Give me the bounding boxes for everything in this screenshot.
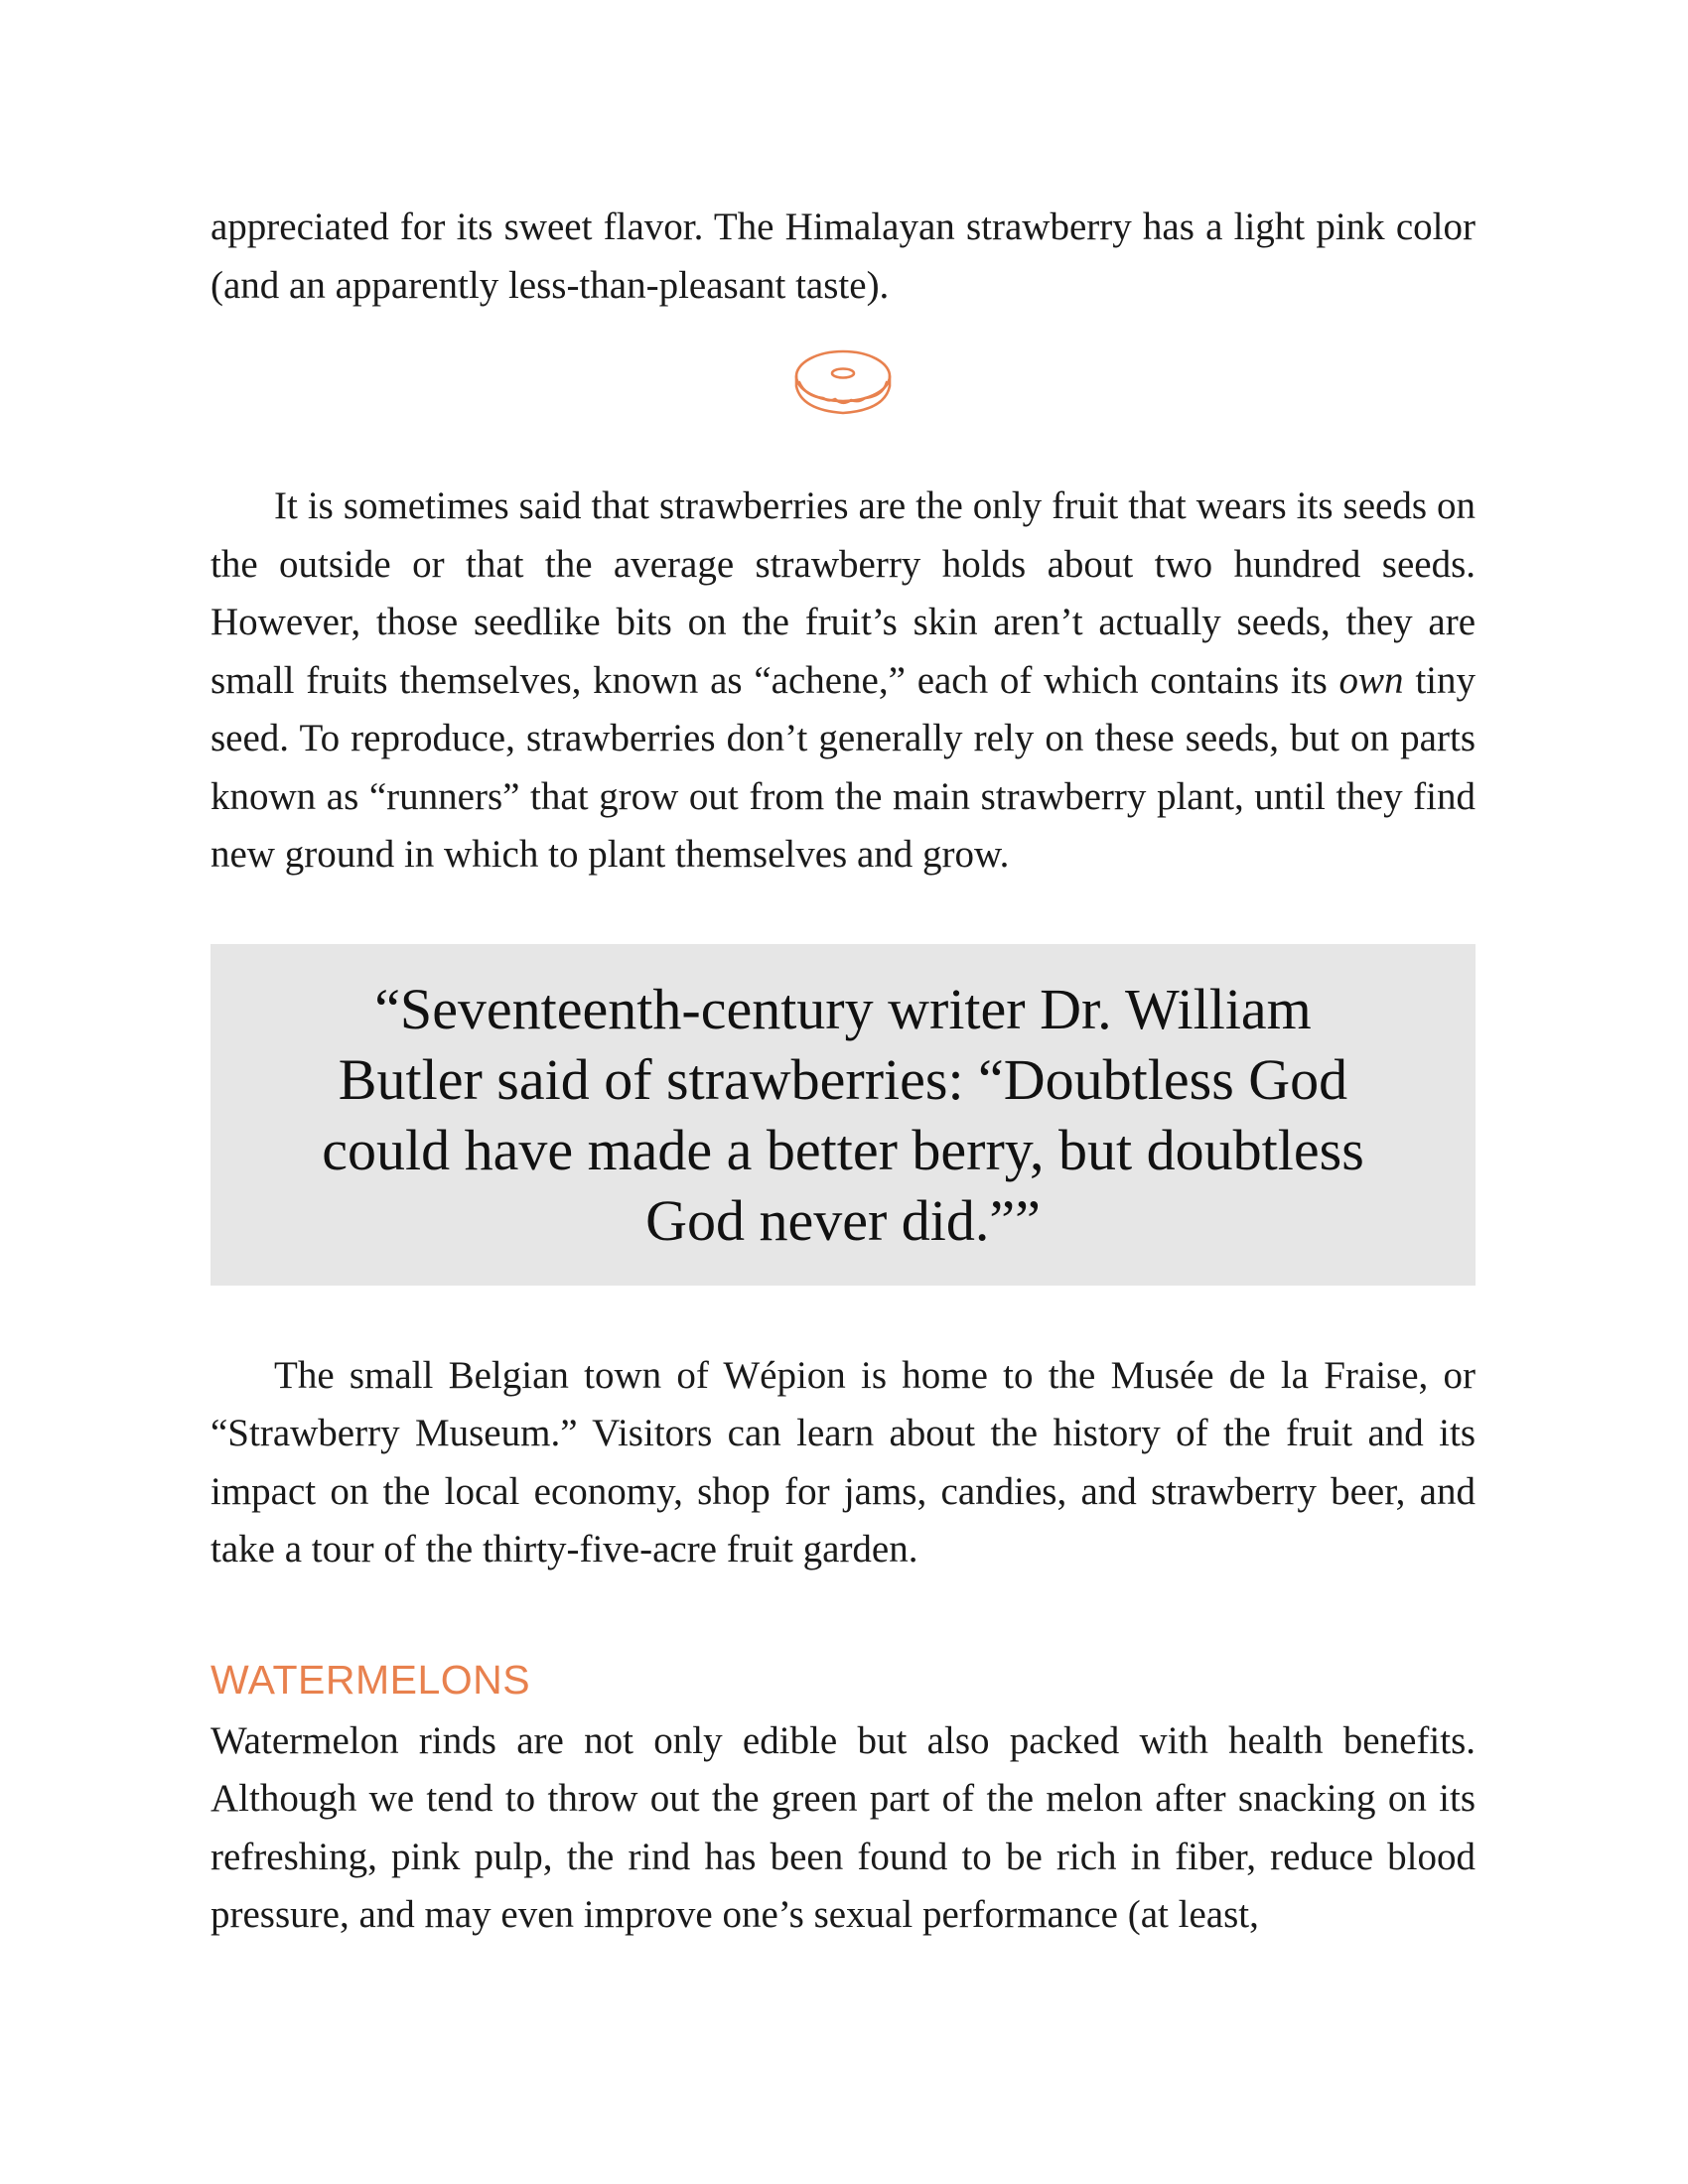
emphasis-own: own (1338, 658, 1404, 702)
pull-quote-box (211, 944, 1476, 1286)
paragraph-strawberry-seeds-text-b: tiny seed. To reproduce, strawberries don’t generally rely on these seeds, but on parts known as “runners” that grow out from the main strawberry plant, until they find new ground in which to plant themselves and grow. (211, 658, 1476, 876)
paragraph-strawberry-museum: The small Belgian town of Wépion is home to the Musée de la Fraise, or “Strawberry Museum.” Visitors can learn about the history of the fruit and its impact on the local economy, shop for jams, candies, and strawberry beer, and take a tour of the thirty-five-acre fruit garden. (211, 1353, 1476, 1570)
page-content (211, 199, 1476, 1945)
paragraph-strawberry-seeds (211, 478, 1476, 885)
pull-quote-text: “Seventeenth-century writer Dr. William Butler said of strawberries: “Doubtless God could have made a better berry, but doubtless God never did.”” (322, 976, 1364, 1253)
paragraph-himalayan-strawberry: appreciated for its sweet flavor. The Himalayan strawberry has a light pink color (and an apparently less-than-pleasant taste). (211, 205, 1476, 307)
section-heading-watermelons: WATERMELONS (211, 1656, 531, 1703)
section-ornament (211, 342, 1476, 426)
paragraph-watermelon-rinds: Watermelon rinds are not only edible but also packed with health benefits. Although we tend to throw out the green part of the melon after snacking on its refreshing, pink pulp, the rind has been found to be rich in fiber, reduce blood pressure, and may even improve one’s sexual performance (at least, (211, 1718, 1476, 1936)
donut-icon (791, 342, 895, 426)
paragraph-strawberry-seeds-text-a: It is sometimes said that strawberries are the only fruit that wears its seeds on the outside or that the average strawberry holds about two hundred seeds. However, those seedlike bits on the fruit’s skin aren’t actually seeds, they are small fruits themselves, known as “achene,” each of which contains its (211, 484, 1476, 702)
